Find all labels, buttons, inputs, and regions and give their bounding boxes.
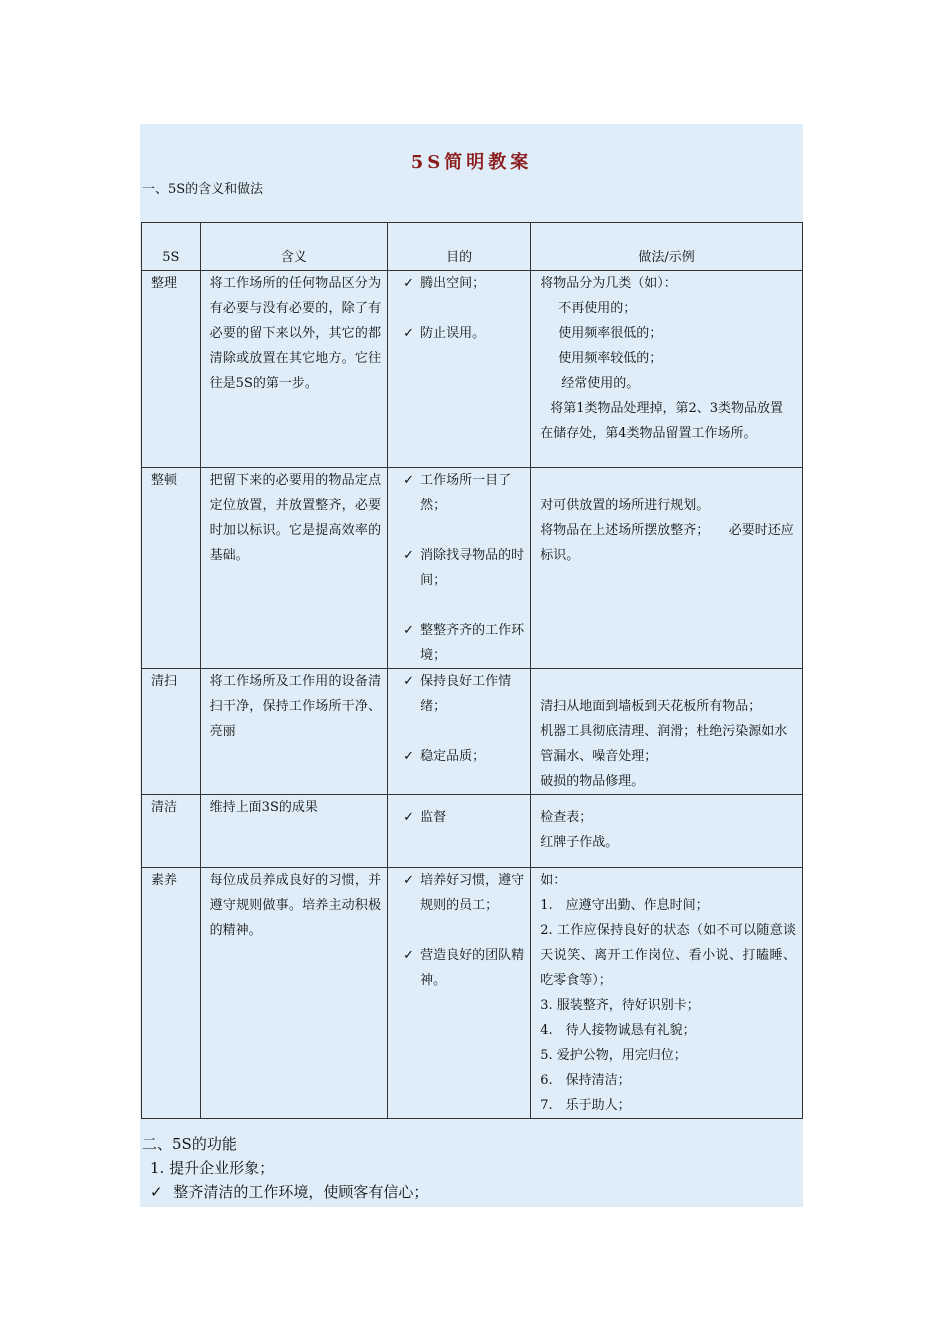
check-icon: ✓ (403, 623, 414, 638)
row-meaning: 将工作场所的任何物品区分为有必要与没有必要的，除了有必要的留下来以外，其它的都清除或放置在其它地方。它往往是5S的第一步。 (200, 271, 387, 468)
purpose-item: ✓ 工作场所一目了然； (394, 468, 524, 518)
row-purposes (388, 868, 531, 1119)
row-practice: 检查表； 红牌子作战。 (531, 795, 803, 868)
check-icon: ✓ (403, 473, 414, 488)
row-practice: 清扫从地面到墙板到天花板所有物品； 机器工具彻底清理、润滑；杜绝污染源如水管漏水、噪音处理； 破损的物品修理。 (531, 669, 803, 795)
row-name: 清洁 (142, 795, 201, 868)
header-purpose: 目的 (388, 223, 531, 271)
function-bullet: ✓ 整齐清洁的工作环境，使顾客有信心； (150, 1183, 429, 1201)
row-meaning: 维持上面3S的成果 (200, 795, 387, 868)
row-practice: 将物品分为几类（如）： 不再使用的； 使用频率很低的； 使用频率较低的； 经常使用的。 将第1类物品处理掉，第2、3类物品放置在储存处，第4类物品留置工作场所。 (531, 271, 803, 468)
row-meaning: 每位成员养成良好的习惯，并遵守规则做事。培养主动积极的精神。 (200, 868, 387, 1119)
row-name: 整理 (142, 271, 201, 468)
check-icon: ✓ (403, 873, 414, 888)
section-2-heading: 二、5S的功能 (142, 1135, 237, 1153)
row-name: 清扫 (142, 669, 201, 795)
check-icon: ✓ (403, 948, 414, 963)
header-5s: 5S (142, 223, 201, 271)
purpose-item: ✓ 监督 (394, 805, 524, 830)
row-practice: 如： 1. 应遵守出勤、作息时间； 2. 工作应保持良好的状态（如不可以随意谈天说笑、离开工作岗位、看小说、打瞌睡、吃零食等）； 3. 服装整齐，待好识别卡； 4. 待人接物诚恳有礼貌； 5. 爱护公物，用完归位； 6. 保持清洁； 7. 乐于助人； (531, 868, 803, 1119)
table-row (142, 868, 803, 1119)
purpose-item: ✓ 稳定品质； (394, 744, 524, 769)
check-icon: ✓ (403, 276, 414, 291)
purpose-item: ✓ 腾出空间； (394, 271, 524, 296)
purpose-item: ✓ 保持良好工作情绪； (394, 669, 524, 719)
purpose-item: ✓ 消除找寻物品的时间； (394, 543, 524, 593)
table-row (142, 468, 803, 669)
table-row (142, 795, 803, 868)
check-icon: ✓ (403, 326, 414, 341)
header-meaning: 含义 (200, 223, 387, 271)
check-icon: ✓ (403, 674, 414, 689)
purpose-item: ✓ 培养好习惯，遵守规则的员工； (394, 868, 524, 918)
purpose-item: ✓ 防止误用。 (394, 321, 524, 346)
table-row (142, 271, 803, 468)
5s-table (141, 222, 803, 1119)
check-icon: ✓ (403, 749, 414, 764)
check-icon: ✓ (403, 548, 414, 563)
row-practice: 对可供放置的场所进行规划。 将物品在上述场所摆放整齐； 必要时还应标识。 (531, 468, 803, 669)
page-title: 5S简明教案 (410, 152, 533, 173)
purpose-item: ✓ 整整齐齐的工作环境； (394, 618, 524, 668)
section-1-heading: 一、5S的含义和做法 (142, 182, 264, 197)
row-purposes (388, 669, 531, 795)
row-name: 素养 (142, 868, 201, 1119)
table-row (142, 669, 803, 795)
function-item: 1. 提升企业形象； (150, 1159, 275, 1177)
check-icon: ✓ (403, 810, 414, 825)
row-name: 整顿 (142, 468, 201, 669)
row-meaning: 将工作场所及工作用的设备清扫干净，保持工作场所干净、亮丽 (200, 669, 387, 795)
row-purposes (388, 271, 531, 468)
row-purposes (388, 795, 531, 868)
row-meaning: 把留下来的必要用的物品定点定位放置，并放置整齐，必要时加以标识。它是提高效率的基础。 (200, 468, 387, 669)
row-purposes (388, 468, 531, 669)
header-practice: 做法/示例 (531, 223, 803, 271)
purpose-item: ✓ 营造良好的团队精神。 (394, 943, 524, 993)
check-icon: ✓ (150, 1183, 163, 1201)
table-header-row (142, 223, 803, 271)
section-2 (142, 1132, 428, 1204)
